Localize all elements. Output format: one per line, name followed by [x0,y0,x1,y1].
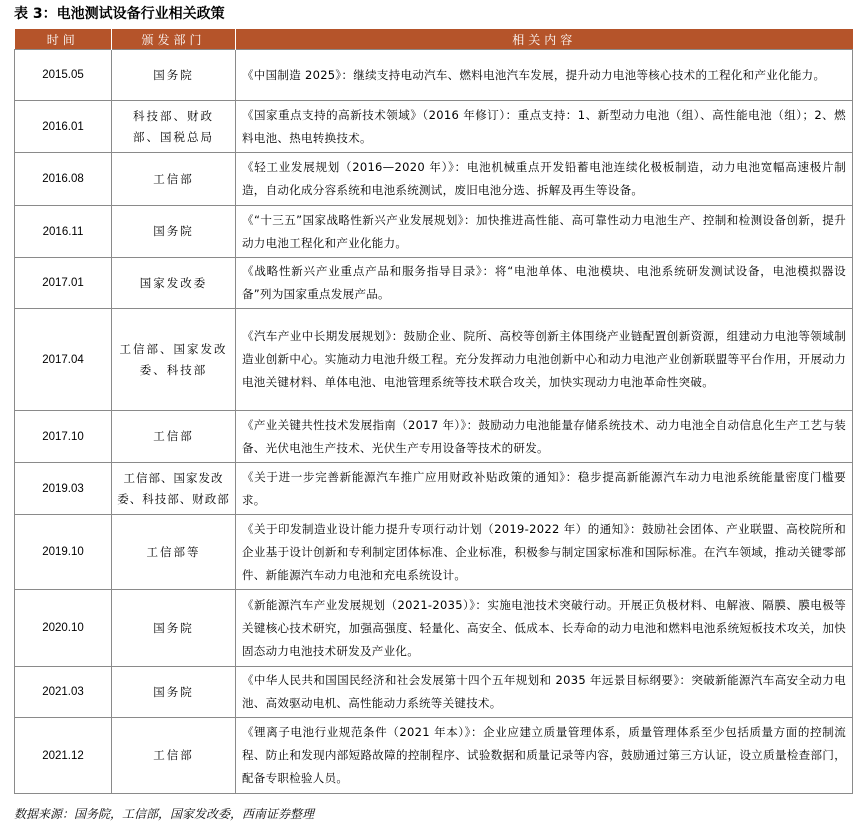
cell-department: 国务院 [112,590,236,667]
cell-content: 《中华人民共和国国民经济和社会发展第十四个五年规划和 2035 年远景目标纲要》：突破新能源汽车高安全动力电池、高效驱动电机、高性能动力系统等关键技术。 [236,667,853,718]
table-row [15,590,853,667]
table-row [15,153,853,206]
cell-department: 国家发改委 [112,258,236,309]
cell-department: 国务院 [112,206,236,258]
table-caption: 表 3：电池测试设备行业相关政策 [14,6,225,22]
cell-time: 2017.10 [15,411,112,463]
data-source-note: 数据来源：国务院，工信部，国家发改委，西南证券整理 [14,807,315,821]
cell-time: 2015.05 [15,50,112,101]
policy-table [14,29,853,794]
cell-time: 2021.03 [15,667,112,718]
cell-content: 《新能源汽车产业发展规划（2021-2035）》：实施电池技术突破行动。开展正负极材料、电解液、隔膜、膜电极等关键核心技术研究，加强高强度、轻量化、高安全、低成本、长寿命的动力电池和燃料电池系统短板技术攻关，加快固态动力电池技术研发及产业化。 [236,590,853,667]
table-row [15,50,853,101]
header-content: 相关内容 [236,29,853,50]
cell-content: 《“十三五”国家战略性新兴产业发展规划》：加快推进高性能、高可靠性动力电池生产、控制和检测设备创新，提升动力电池工程化和产业化能力。 [236,206,853,258]
table-row [15,667,853,718]
table-row [15,309,853,411]
cell-content: 《战略性新兴产业重点产品和服务指导目录》：将“电池单体、电池模块、电池系统研发测试设备，电池模拟器设备”列为国家重点发展产品。 [236,258,853,309]
cell-content: 《国家重点支持的高新技术领域》（2016 年修订）：重点支持：1、新型动力电池（组）、高性能电池（组）；2、燃料电池、热电转换技术。 [236,101,853,153]
table-row [15,515,853,590]
cell-content: 《锂离子电池行业规范条件（2021 年本）》：企业应建立质量管理体系，质量管理体系至少包括质量方面的控制流程、防止和发现内部短路故障的控制程序、试验数据和质量记录等内容，鼓励通过第三方认证，设立质量检查部门，配备专职检验人员。 [236,718,853,794]
cell-time: 2020.10 [15,590,112,667]
cell-content: 《汽车产业中长期发展规划》：鼓励企业、院所、高校等创新主体围绕产业链配置创新资源，组建动力电池等领域制造业创新中心。实施动力电池升级工程。充分发挥动力电池创新中心和动力电池产业创新联盟等平台作用，开展动力电池关键材料、单体电池、电池管理系统等技术联合攻关，加快实现动力电池革命性突破。 [236,309,853,411]
cell-time: 2017.01 [15,258,112,309]
cell-time: 2016.01 [15,101,112,153]
cell-content: 《轻工业发展规划（2016—2020 年）》：电池机械重点开发铅蓄电池连续化极板制造，动力电池宽幅高速极片制造，自动化成分容系统和电池系统测试，废旧电池分选、拆解及再生等设备。 [236,153,853,206]
cell-department: 工信部 [112,153,236,206]
header-time: 时间 [15,29,112,50]
table-row [15,411,853,463]
cell-content: 《产业关键共性技术发展指南（2017 年）》：鼓励动力电池能量存储系统技术、动力电池全自动信息化生产工艺与装备、光伏电池生产技术、光伏生产专用设备等技术的研发。 [236,411,853,463]
table-header-row [15,29,853,50]
table-row [15,258,853,309]
cell-time: 2019.03 [15,463,112,515]
table-row [15,101,853,153]
table-row [15,463,853,515]
cell-content: 《中国制造 2025》：继续支持电动汽车、燃料电池汽车发展，提升动力电池等核心技术的工程化和产业化能力。 [236,50,853,101]
cell-time: 2016.11 [15,206,112,258]
cell-department: 工信部、国家发改委、科技部、财政部 [112,463,236,515]
cell-time: 2017.04 [15,309,112,411]
cell-time: 2016.08 [15,153,112,206]
cell-department: 科技部、财政部、国税总局 [112,101,236,153]
cell-department: 工信部等 [112,515,236,590]
cell-department: 工信部 [112,411,236,463]
cell-time: 2021.12 [15,718,112,794]
cell-content: 《关于印发制造业设计能力提升专项行动计划（2019-2022 年）的通知》：鼓励社会团体、产业联盟、高校院所和企业基于设计创新和专利制定团体标准、企业标准，积极参与制定国家标准和国际标准。在汽车领域，推动关键零部件、新能源汽车动力电池和充电系统设计。 [236,515,853,590]
cell-department: 国务院 [112,667,236,718]
table-row [15,206,853,258]
cell-content: 《关于进一步完善新能源汽车推广应用财政补贴政策的通知》：稳步提高新能源汽车动力电池系统能量密度门槛要求。 [236,463,853,515]
cell-time: 2019.10 [15,515,112,590]
cell-department: 工信部、国家发改委、科技部 [112,309,236,411]
header-department: 颁发部门 [112,29,236,50]
cell-department: 工信部 [112,718,236,794]
table-row [15,718,853,794]
cell-department: 国务院 [112,50,236,101]
